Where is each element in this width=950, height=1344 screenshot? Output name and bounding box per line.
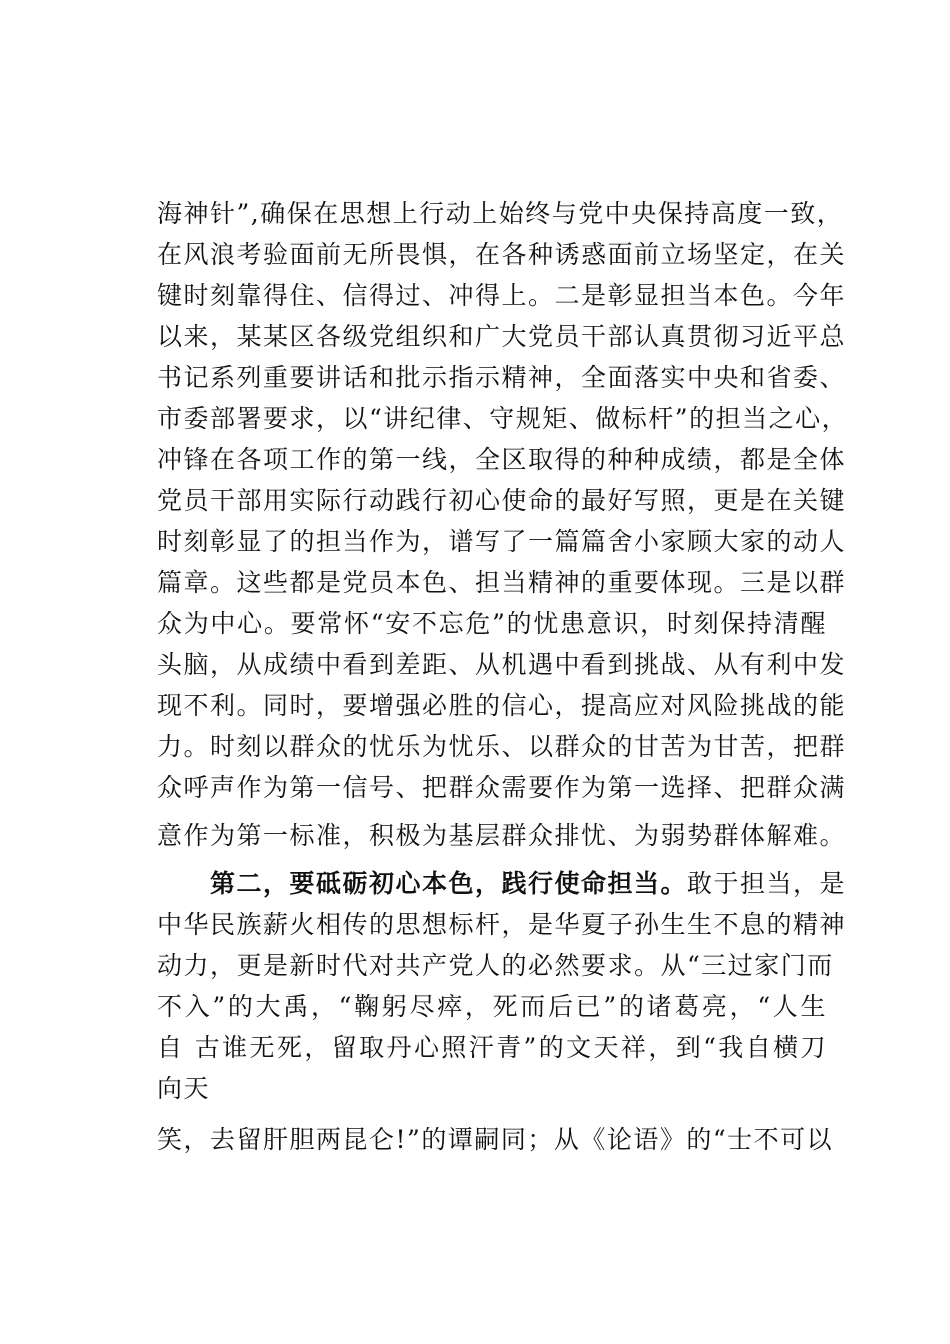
heading-tail-text: 敢于担当，是 bbox=[687, 869, 847, 898]
text-line: 在风浪考验面前无所畏惧，在各种诱惑面前立场坚定，在关 bbox=[157, 240, 847, 269]
text-line: 键时刻靠得住、信得过、冲得上。二是彰显担当本色。今年 bbox=[157, 281, 847, 310]
text-line: 市委部署要求，以“讲纪律、守规矩、做标杆”的担当之心， bbox=[157, 404, 849, 433]
text-line: 海神针”,确保在思想上行动上始终与党中央保持高度一致， bbox=[157, 199, 844, 228]
text-line: 篇章。这些都是党员本色、担当精神的重要体现。三是以群 bbox=[157, 568, 847, 597]
text-line: 力。时刻以群众的忧乐为忧乐、以群众的甘苦为甘苦，把群 bbox=[157, 732, 847, 761]
text-line: 党员干部用实际行动践行初心使命的最好写照，更是在关键 bbox=[157, 486, 847, 515]
text-line: 以来，某某区各级党组织和广大党员干部认真贯彻习近平总 bbox=[157, 322, 847, 351]
paragraph-heading-line bbox=[210, 866, 847, 902]
text-line: 中华民族薪火相传的思想标杆，是华夏子孙生生不息的精神 bbox=[157, 910, 847, 939]
text-line: 众为中心。要常怀“安不忘危”的忧患意识，时刻保持清醒 bbox=[157, 609, 827, 638]
text-line: 意作为第一标准，积极为基层群众排忧、为弱势群体解难。 bbox=[157, 821, 847, 850]
text-line: 笑，去留肝胆两昆仑!”的谭嗣同；从《论语》的“士不可以 bbox=[157, 1125, 834, 1154]
text-line: 众呼声作为第一信号、把群众需要作为第一选择、把群众满 bbox=[157, 773, 847, 802]
section-heading: 第二，要砥砺初心本色，践行使命担当。 bbox=[210, 869, 688, 898]
text-line: 自 古谁无死，留取丹心照汗青”的文天祥，到“我自横刀 bbox=[157, 1033, 827, 1062]
text-line: 向天 bbox=[157, 1074, 211, 1103]
text-line: 现不利。同时，要增强必胜的信心，提高应对风险挑战的能 bbox=[157, 691, 847, 720]
text-line: 动力，更是新时代对共产党人的必然要求。从“三过家门而 bbox=[157, 951, 834, 980]
text-line: 头脑，从成绩中看到差距、从机遇中看到挑战、从有利中发 bbox=[157, 650, 847, 679]
text-line: 书记系列重要讲话和批示指示精神，全面落实中央和省委、 bbox=[157, 363, 847, 392]
text-line: 不入”的大禹，“鞠躬尽瘁，死而后已”的诸葛亮，“人生 bbox=[157, 992, 827, 1021]
text-line: 时刻彰显了的担当作为，谱写了一篇篇舍小家顾大家的动人 bbox=[157, 527, 847, 556]
text-line: 冲锋在各项工作的第一线，全区取得的种种成绩，都是全体 bbox=[157, 445, 847, 474]
